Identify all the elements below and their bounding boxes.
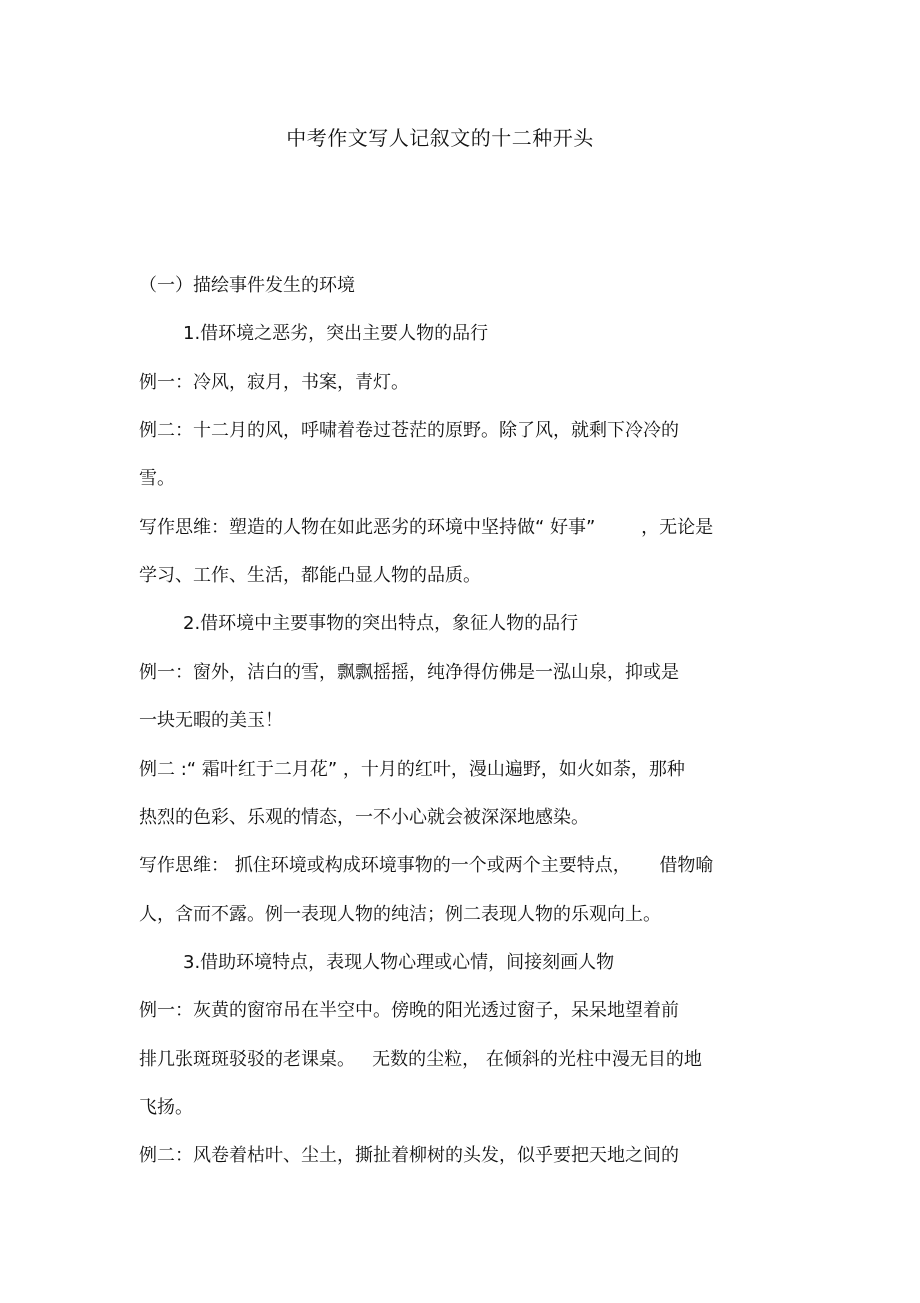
paragraph-line: 排几张斑斑驳驳的老课桌。 无数的尘粒， 在倾斜的光柱中漫无目的地: [139, 1049, 702, 1070]
paragraph-line: 学习、工作、生活，都能凸显人物的品质。: [139, 565, 481, 586]
paragraph-line: 例二 :“ 霜叶红于二月花” ，十月的红叶，漫山遍野，如火如荼，那种: [139, 759, 685, 780]
paragraph-line: 例一：灰黄的窗帘吊在半空中。傍晚的阳光透过窗子，呆呆地望着前: [139, 1000, 679, 1021]
subheading: 1.借环境之恶劣，突出主要人物的品行: [183, 323, 489, 344]
paragraph-line: 例一：冷风，寂月，书案，青灯。: [139, 372, 409, 393]
paragraph-line: 雪。: [139, 468, 175, 489]
subheading: 3.借助环境特点，表现人物心理或心情，间接刻画人物: [183, 952, 615, 973]
section-heading: （一）描绘事件发生的环境: [139, 275, 355, 296]
paragraph-line: 例二：风卷着枯叶、尘土，撕扯着柳树的头发，似乎要把天地之间的: [139, 1145, 679, 1166]
paragraph-line: 热烈的色彩、乐观的情态，一不小心就会被深深地感染。: [139, 807, 589, 828]
paragraph-line: 写作思维：塑造的人物在如此恶劣的环境中坚持做“ 好事” ，无论是: [139, 517, 714, 538]
document-title: 中考作文写人记叙文的十二种开头: [286, 126, 594, 150]
paragraph-line: 人，含而不露。例一表现人物的纯洁；例二表现人物的乐观向上。: [139, 904, 661, 925]
subheading: 2.借环境中主要事物的突出特点，象征人物的品行: [183, 613, 579, 634]
paragraph-line: 飞扬。: [139, 1097, 193, 1118]
paragraph-line: 一块无暇的美玉！: [139, 710, 283, 731]
paragraph-line: 例一：窗外，洁白的雪，飘飘摇摇，纯净得仿佛是一泓山泉，抑或是: [139, 662, 679, 683]
paragraph-line: 例二：十二月的风，呼啸着卷过苍茫的原野。除了风，就剩下冷冷的: [139, 420, 679, 441]
paragraph-line: 写作思维： 抓住环境或构成环境事物的一个或两个主要特点， 借物喻: [139, 855, 714, 876]
